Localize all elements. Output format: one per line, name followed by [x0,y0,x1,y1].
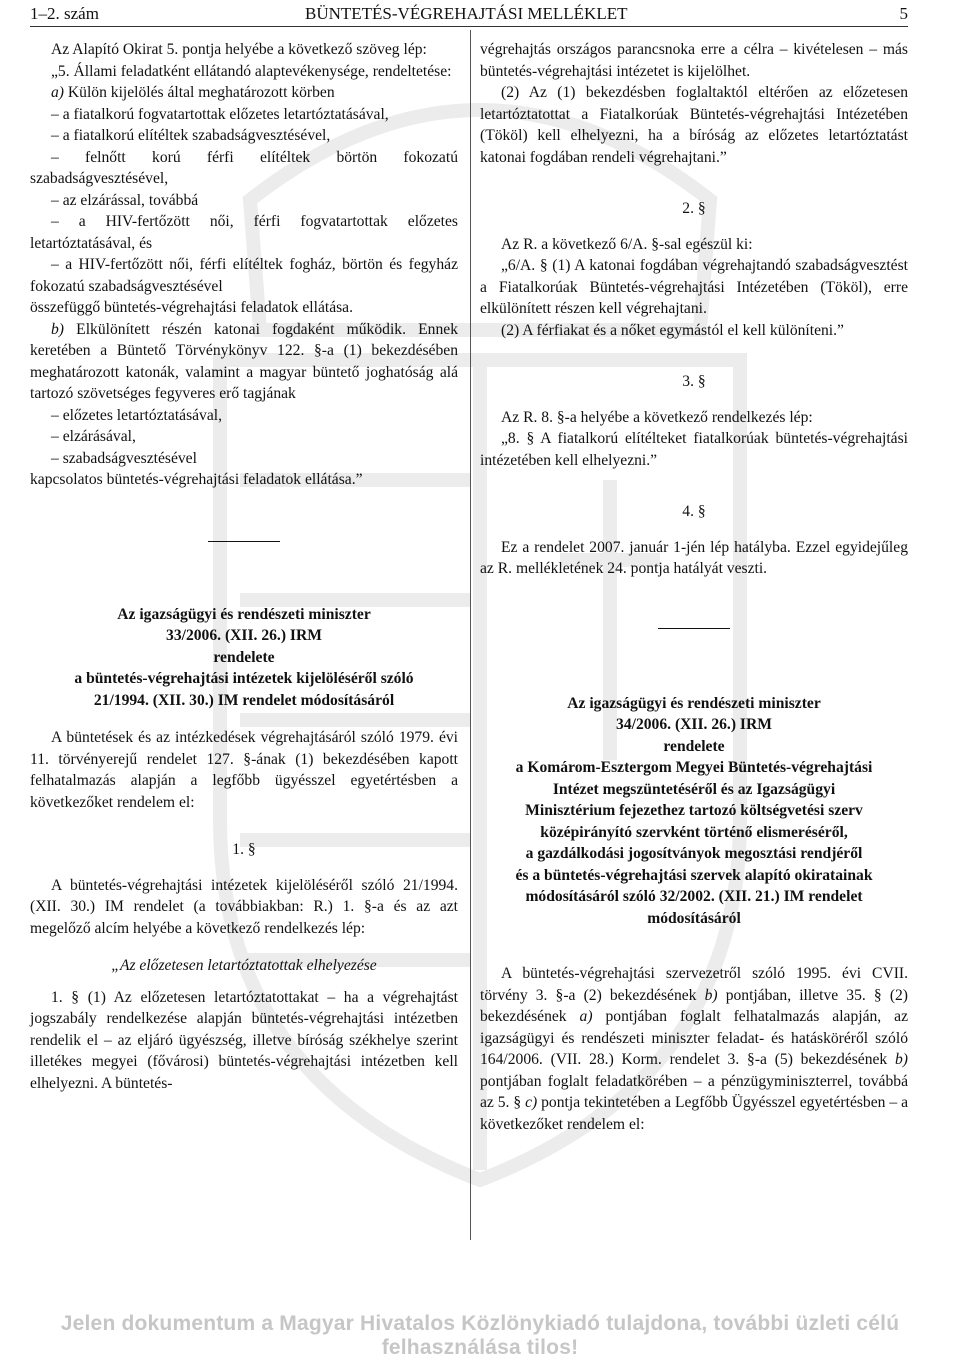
decree-title: módosításáról szóló 32/2002. (XII. 21.) IM rendelet [525,888,863,905]
text-run: pontjában, illetve 35. § (2) bekezdésének [480,986,909,1025]
paragraph: Az R. 8. §-a helyébe a következő rendelkezés lép: [501,408,813,426]
decree-title: Az igazságügyi és rendészeti miniszter [567,694,821,712]
text-run: pontjában foglalt feladatkörében – a pénzügyminiszterrel, továbbá az 5. § [480,1072,908,1111]
decree-title: a büntetés-végrehajtási intézetek kijelöléséről szóló [74,670,414,687]
item-text: Elkülönített részén katonai fogdaként működik. Ennek keretében a Büntető Törvénykönyv 122. §-a (1) bekezdésében meghatározott katonák, valamint a magyar büntető joghatóság alá tartozó szövetséges fegyveres erő tagjának [30,320,458,402]
paragraph: (2) Az (1) bekezdésben foglaltaktól eltérően az előzetesen letartóztatottat a Fiatalkorúak Büntetés-végrehajtási Intézetében (Tököl) kell elhelyezni, ha a bíróság az előzetes letartóztatást katonai fogdában rendeli végrehajtani.” [480,84,908,166]
paragraph [30,319,458,405]
column-divider [470,30,471,1240]
text-run: A büntetés-végrehajtási szervezetről szóló 1995. évi CVII. törvény 3. §-a (2) bekezdésének [480,965,908,1004]
paragraph [480,963,908,1135]
paragraph: „6/A. § (1) A katonai fogdában végrehajtandó szabadságvesztést a Fiatalkorúak Büntetés-végrehajtási Intézetében (Tököl), erre elkülönített részen kell végrehajtani. [480,257,908,317]
dash-item: – az elzárással, továbbá [51,191,199,209]
paragraph: A büntetések és az intézkedések végrehajtásáról szóló 1979. évi 11. törvényerejű rendelet 127. §-ának (1) bekezdésében kapott felhatalmazás alapján a legfőbb ügyésszel egyetértésben a következőket rendelem el: [30,729,458,811]
decree-title: 34/2006. (XII. 26.) IRM [616,716,772,733]
decree-title: és a büntetés-végrehajtási szervek alapító okiratainak [515,866,873,884]
dash-item: – a HIV-fertőzött női, férfi elítéltek fogház, börtön és fegyház fokozatú szabadságvesztésével [30,256,458,295]
paragraph: Az Alapító Okirat 5. pontja helyébe a következő szöveg lép: [51,41,427,58]
dash-item: – a fiatalkorú fogvatartottak előzetes letartóztatásával, [51,105,389,123]
text-run: pontjában foglalt felhatalmazás alapján, az igazságügyi és rendészeti miniszter feladat- és hatásköréről szóló 164/2006. (VII. 28.) Korm. rendelet 3. §-a (5) bekezdésének [480,1008,908,1068]
paragraph: Az R. a következő 6/A. §-sal egészül ki: [501,235,753,253]
dash-item: – előzetes letartóztatásával, [51,406,223,424]
right-column [480,39,908,1135]
dash-item: – a fiatalkorú elítéltek szabadságvesztésével, [51,127,331,144]
copyright-footer: Jelen dokumentum a Magyar Hivatalos Közlönykiadó tulajdona, további üzleti célú felhasználása tilos! [60,1312,900,1359]
item-label: c) [525,1094,538,1111]
running-header [30,4,908,26]
publication-title: BÜNTETÉS-VÉGREHAJTÁSI MELLÉKLET [305,4,628,23]
paragraph: kapcsolatos büntetés-végrehajtási feladatok ellátása.” [30,471,363,488]
dash-item: – szabadságvesztésével [51,449,197,467]
paragraph: „8. § A fiatalkorú elítélteket fiatalkorúak büntetés-végrehajtási intézetében kell elhelyezni.” [480,430,908,469]
paragraph: A büntetés-végrehajtási intézetek kijelöléséről szóló 21/1994. (XII. 30.) IM rendelet (a továbbiakban: R.) 1. §-a és az azt megelőző alcím helyébe a következő rendelkezés lép: [30,876,458,937]
paragraph [30,82,458,104]
dash-item: – elzárásával, [51,428,136,445]
item-label: a) [579,1008,593,1025]
decree-title: Intézet megszüntetéséről és az Igazságügyi [552,780,836,798]
section-heading: 3. § [682,373,706,390]
item-text: Külön kijelölés által meghatározott körben [64,84,335,101]
decree-title: Az igazságügyi és rendészeti miniszter [117,605,371,623]
dash-item: – felnőtt korú férfi elítéltek börtön fokozatú szabadságvesztésével, [30,148,458,187]
paragraph: összefüggő büntetés-végrehajtási feladatok ellátása. [30,299,354,316]
item-label: b) [895,1051,908,1068]
decree-title: 33/2006. (XII. 26.) IRM [166,627,322,644]
left-column [30,39,458,1094]
section-heading: 1. § [232,841,256,858]
decree-title: rendelete [213,648,275,666]
item-label: a) [51,84,64,101]
decree-title: középirányító szervként történő elismeréséről, [540,823,848,841]
decree-title: 21/1994. (XII. 30.) IM rendelet módosításáról [93,691,395,709]
paragraph: 1. § (1) Az előzetesen letartóztatottakat – ha a végrehajtást jogszabály rendelkezése alapján büntetés-végrehajtási intézetben rendelik el – az eljáró ügyészség, illetve bíróság székhelye szerint illetékes megyei (fővárosi) büntetés-végrehajtási intézetben kell elhelyezni. A büntetés- [30,988,458,1092]
subsection-title: „Az előzetesen letartóztatottak elhelyezése [111,957,377,974]
issue-number: 1–2. szám [30,4,99,23]
text-run: pontja tekintetében a Legfőbb Ügyésszel egyetértésben – a következőket rendelem el: [480,1094,908,1133]
section-heading: 4. § [682,503,706,520]
paragraph: „5. Állami feladatként ellátandó alaptevékenysége, rendeltetése: [51,62,452,80]
header-rule [30,26,908,27]
item-label: b) [704,986,718,1004]
paragraph: végrehajtás országos parancsnoka erre a célra – kivételesen – más büntetés-végrehajtási intézetet is kijelölhet. [480,41,908,80]
decree-title: módosításáról [647,909,741,927]
dash-item: – a HIV-fertőzött női, férfi fogvatartottak előzetes letartóztatásával, és [30,213,458,252]
decree-title: a Komárom-Esztergom Megyei Büntetés-végrehajtási [515,759,873,776]
item-label: b) [51,320,64,338]
page-number: 5 [899,4,908,23]
decree-title: Minisztérium fejezethez tartozó költségvetési szerv [525,802,863,819]
decree-title: a gazdálkodási jogosítványok megosztási rendjéről [525,845,863,862]
decree-title: rendelete [663,737,725,755]
paragraph: Ez a rendelet 2007. január 1-jén lép hatályba. Ezzel egyidejűleg az R. mellékletének 24. pontja hatályát veszti. [480,538,908,577]
paragraph: (2) A férfiakat és a nőket egymástól el kell különíteni.” [501,321,844,339]
section-heading: 2. § [682,200,706,217]
